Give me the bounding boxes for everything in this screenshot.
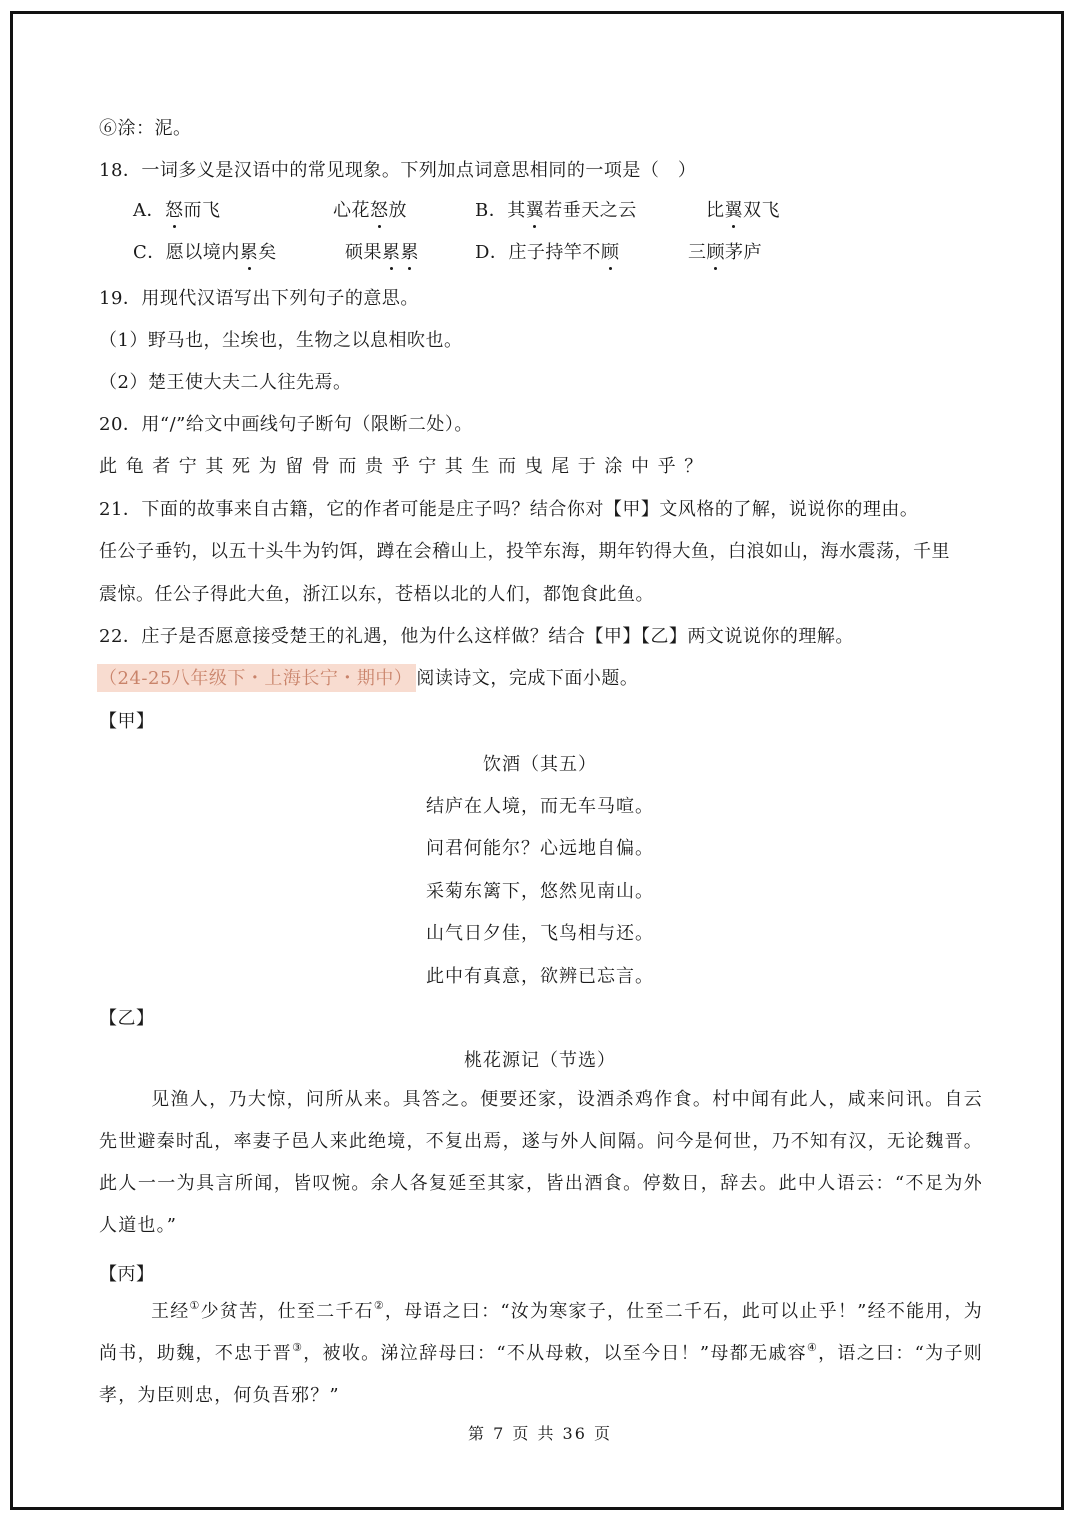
question-22-stem: 22．庄子是否愿意接受楚王的礼遇，他为什么这样做？结合【甲】【乙】两文说说你的理解。	[99, 626, 854, 647]
poem-line: 问君何能尔？心远地自偏。	[426, 838, 654, 859]
question-21-stem: 21．下面的故事来自古籍，它的作者可能是庄子吗？结合你对【甲】文风格的了解，说说你的理由。	[99, 499, 919, 520]
option-c: C．愿以境内累矣	[133, 238, 277, 264]
dotted-char: 翼	[526, 196, 545, 222]
question-20-stem: 20．用“/”给文中画线句子断句（限断二处）。	[99, 414, 473, 435]
section-source	[99, 664, 638, 692]
footnote-marker: ③	[292, 1341, 304, 1354]
question-19-sentence-2: （2）楚王使大夫二人往先焉。	[99, 372, 352, 393]
option-b-pair: 比翼双飞	[706, 196, 780, 222]
dotted-char: 怒	[165, 196, 184, 222]
question-20-sentence: 此龟者宁其死为留骨而贵乎宁其生而曳尾于涂中乎？	[99, 456, 711, 477]
dotted-char: 怒	[370, 196, 389, 222]
label-bing: 【丙】	[99, 1264, 155, 1285]
prose-yi-text: 见渔人，乃大惊，问所从来。具答之。便要还家，设酒杀鸡作食。村中闻有此人，咸来问讯。自云先世避秦时乱，率妻子邑人来此绝境，不复出焉，遂与外人间隔。问今是何世，乃不知有汉，无论魏晋。此人一一为具言所闻，皆叹惋。余人各复延至其家，皆出酒食。停数日，辞去。此中人语云：“不足为外人道也。”	[99, 1089, 983, 1236]
option-a-pair: 心花怒放	[333, 196, 407, 222]
question-21-story-line-2: 震惊。任公子得此大鱼，浙江以东，苍梧以北的人们，都饱食此鱼。	[99, 584, 654, 605]
footnote-marker: ②	[373, 1299, 385, 1312]
dotted-char: 翼	[725, 196, 744, 222]
option-c-pair: 硕果累累	[345, 238, 419, 264]
dotted-char: 累	[382, 238, 401, 264]
label-jia: 【甲】	[99, 711, 155, 732]
footnote-marker: ④	[806, 1341, 819, 1354]
label-yi: 【乙】	[99, 1008, 155, 1029]
poem-line: 采菊东篱下，悠然见南山。	[426, 881, 654, 902]
footnote-marker: ①	[189, 1299, 201, 1312]
dotted-char: 累	[240, 238, 259, 264]
dotted-char: 顾	[601, 238, 620, 264]
annotation-6: ⑥涂：泥。	[99, 118, 192, 139]
question-21-story-line-1: 任公子垂钓，以五十头牛为钓饵，蹲在会稽山上，投竿东海，期年钓得大鱼，白浪如山，海水震荡，千里	[99, 541, 950, 562]
poem-line: 山气日夕佳，飞鸟相与还。	[426, 923, 654, 944]
poem-line: 此中有真意，欲辨已忘言。	[426, 966, 654, 987]
dotted-char: 顾	[707, 238, 726, 264]
prose-bing-text: 王经①少贫苦，仕至二千石②，母语之曰：“汝为寒家子，仕至二千石，此可以止乎！”经不能用，为尚书，助魏，不忠于晋③，被收。涕泣辞母曰：“不从母敕，以至今日！”母都无戚容④，语之曰：“为子则孝，为臣则忠，何负吾邪？”	[99, 1299, 983, 1406]
option-d: D．庄子持竿不顾	[475, 238, 619, 264]
section-instruction: 阅读诗文，完成下面小题。	[416, 668, 639, 689]
question-19-stem: 19．用现代汉语写出下列句子的意思。	[99, 288, 419, 309]
poem-line: 结庐在人境，而无车马喧。	[426, 796, 654, 817]
poem-title: 饮酒（其五）	[483, 754, 597, 775]
page-number: 第 7 页 共 36 页	[468, 1424, 612, 1443]
option-d-pair: 三顾茅庐	[688, 238, 762, 264]
option-b: B．其翼若垂天之云	[475, 196, 637, 222]
source-tag: （24-25八年级下・上海长宁・期中）	[97, 664, 416, 692]
dotted-char: 累	[401, 238, 420, 264]
prose-title: 桃花源记（节选）	[464, 1050, 616, 1071]
question-18-stem: 18．一词多义是汉语中的常见现象。下列加点词意思相同的一项是（ ）	[99, 160, 697, 181]
question-19-sentence-1: （1）野马也，尘埃也，生物之以息相吹也。	[99, 330, 463, 351]
option-a: A．怒而飞	[133, 196, 221, 222]
